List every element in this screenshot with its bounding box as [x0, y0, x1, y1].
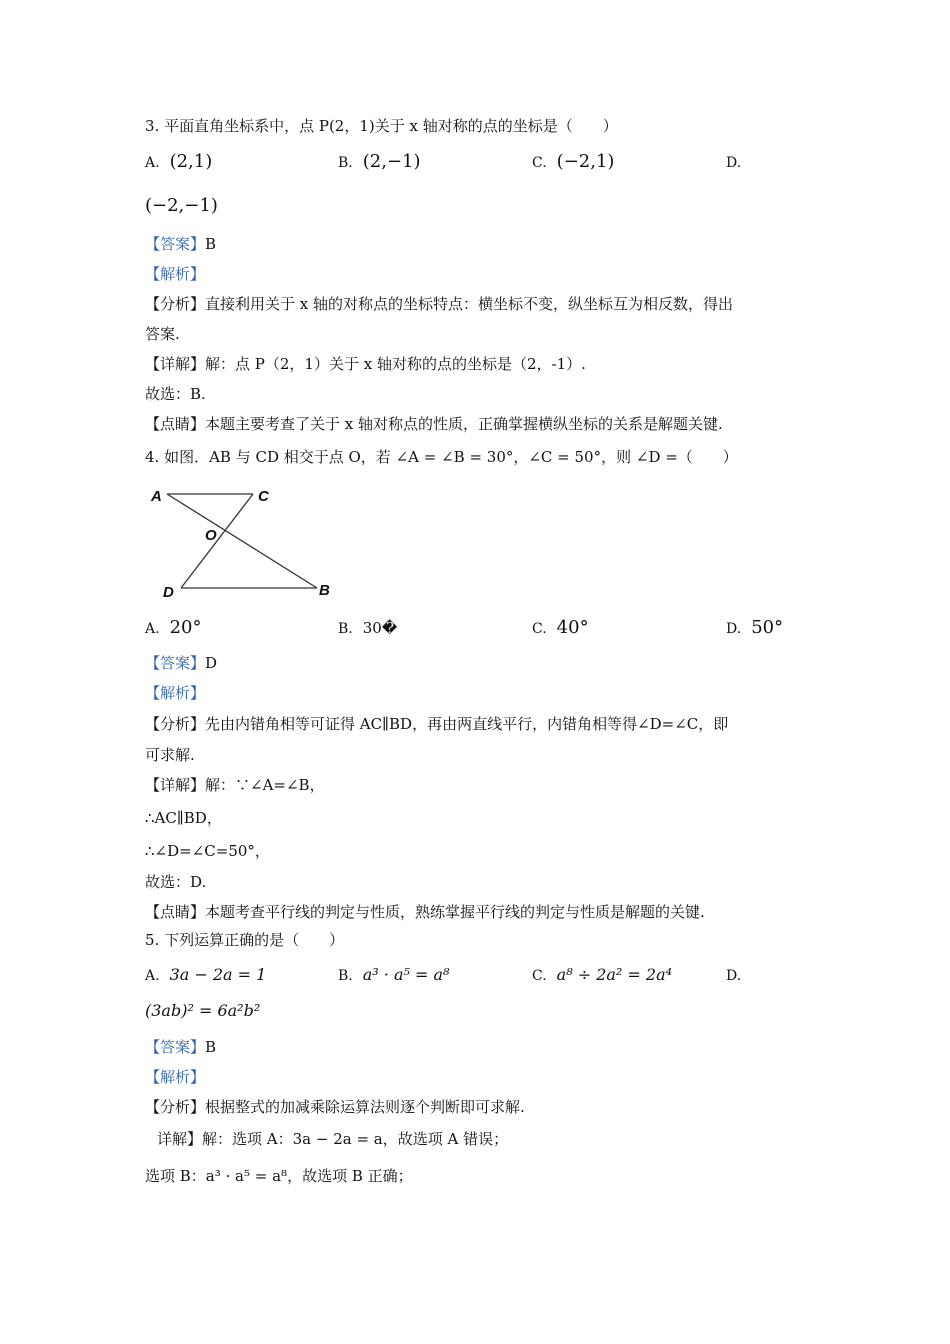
q5-option-a-label: A. [145, 968, 160, 984]
q4-xiangjie-tag: 【详解】 [145, 776, 206, 794]
q5-option-d-value-line [145, 1001, 260, 1021]
q3-dianjing-text: 本题主要考查了关于 x 轴对称点的性质，正确掌握横纵坐标的关系是解题关键. [205, 415, 723, 433]
q3-answer-tag: 【答案】 [145, 235, 206, 253]
q3-option-b-value: (2,−1) [362, 151, 421, 172]
label-o: O [205, 527, 217, 544]
label-c: C [258, 488, 269, 505]
q3-option-b-label: B. [338, 155, 353, 171]
q5-option-b-value: a³ · a⁵ = a⁸ [362, 965, 450, 984]
q5-answer-value: B [205, 1038, 217, 1056]
q5-option-b-line: 选项 B：a³ · a⁵ = a⁸，故选项 B 正确； [145, 1167, 413, 1185]
q3-fenxi-tag: 【分析】 [145, 295, 206, 313]
q5-fenxi-text: 根据整式的加减乘除运算法则逐个判断即可求解. [205, 1098, 525, 1116]
q4-option-d-label: D. [726, 621, 742, 637]
q4-gu-xuan: 故选：D. [145, 873, 207, 891]
q3-option-c-label: C. [532, 155, 547, 171]
q5-fenxi-tag: 【分析】 [145, 1098, 206, 1116]
q4-answer-value: D [205, 654, 218, 672]
q4-option-c [532, 618, 589, 639]
q3-stem: 3. 平面直角坐标系中，点 P(2，1)关于 x 轴对称的点的坐标是（ ） [145, 117, 618, 135]
q5-option-b-label: B. [338, 968, 353, 984]
q3-fenxi-text-1: 直接利用关于 x 轴的对称点的坐标特点：横坐标不变，纵坐标互为相反数，得出 [205, 295, 734, 313]
q3-xiangjie-text: 解：点 P（2，1）关于 x 轴对称的点的坐标是（2，-1）. [205, 355, 586, 373]
q4-figure [145, 480, 345, 605]
q3-option-b [338, 152, 421, 173]
q3-analysis-tag: 【解析】 [145, 265, 206, 283]
q5-option-a [145, 965, 266, 986]
q4-option-b [338, 618, 397, 639]
q5-answer-tag: 【答案】 [145, 1038, 206, 1056]
q4-dianjing-tag: 【点睛】 [145, 903, 206, 921]
q4-option-d [726, 618, 783, 639]
q4-fenxi-text-1: 先由内错角相等可证得 AC∥BD，再由两直线平行，内错角相等得∠D=∠C，即 [205, 715, 729, 733]
q3-answer-value: B [205, 235, 217, 253]
q3-option-c [532, 152, 614, 173]
q4-fenxi-tag: 【分析】 [145, 715, 206, 733]
q4-option-a-label: A. [145, 621, 160, 637]
q5-option-c [532, 965, 672, 986]
q3-fenxi-text-2: 答案. [145, 325, 180, 343]
q3-option-d-value: (−2,−1) [145, 195, 218, 216]
q4-analysis-tag: 【解析】 [145, 684, 206, 702]
q5-option-c-value: a⁸ ÷ 2a² = 2a⁴ [556, 965, 673, 984]
q4-option-d-value: 50° [751, 617, 784, 638]
q4-option-c-label: C. [532, 621, 547, 637]
q4-step-3: ∴∠D=∠C=50°， [145, 842, 270, 860]
q5-option-d [726, 965, 751, 986]
q3-answer [145, 234, 216, 254]
q3-option-a-label: A. [145, 155, 160, 171]
q4-answer [145, 653, 217, 673]
label-b: B [319, 582, 330, 599]
q4-fenxi-text-2: 可求解. [145, 746, 195, 764]
q4-option-a [145, 618, 201, 639]
q3-option-d-value-line [145, 196, 218, 216]
q3-dianjing [145, 414, 723, 434]
q4-xiangjie [145, 775, 325, 795]
q5-option-c-label: C. [532, 968, 547, 984]
q4-option-b-value: 30� [362, 619, 398, 637]
q3-fenxi [145, 294, 733, 314]
q4-step-2: ∴AC∥BD， [145, 809, 222, 827]
q5-option-d-value: (3ab)² = 6a²b² [145, 1001, 261, 1020]
q4-fenxi [145, 714, 728, 734]
q5-fenxi [145, 1097, 525, 1117]
q5-answer [145, 1037, 216, 1057]
label-a: A [151, 488, 162, 505]
q4-dianjing-text: 本题考查平行线的判定与性质，熟练掌握平行线的判定与性质是解题的关键. [205, 903, 705, 921]
q5-option-b [338, 965, 449, 986]
q5-analysis-tag: 【解析】 [145, 1068, 206, 1086]
label-d: D [163, 584, 174, 601]
q3-option-a [145, 152, 212, 173]
q4-option-a-value: 20° [169, 617, 202, 638]
q3-xiangjie [145, 354, 586, 374]
q4-option-c-value: 40° [556, 617, 589, 638]
q3-option-c-value: (−2,1) [556, 151, 615, 172]
q4-dianjing [145, 902, 705, 922]
q4-step-1: 解：∵∠A=∠B， [205, 776, 325, 794]
q3-option-d-label: D. [726, 155, 742, 171]
q3-dianjing-tag: 【点睛】 [145, 415, 206, 433]
q4-stem: 4. 如图．AB 与 CD 相交于点 O，若 ∠A = ∠B = 30°，∠C = 50°，则 ∠D =（ ） [145, 448, 738, 466]
q4-answer-tag: 【答案】 [145, 654, 206, 672]
q3-xiangjie-tag: 【详解】 [145, 355, 206, 373]
q3-gu-xuan: 故选：B. [145, 385, 206, 403]
q5-stem: 5. 下列运算正确的是（ ） [145, 931, 345, 949]
q3-option-a-value: (2,1) [169, 151, 213, 172]
q3-option-d [726, 152, 751, 173]
q4-option-b-label: B. [338, 621, 353, 637]
q5-option-a-value: 3a − 2a = 1 [169, 965, 267, 984]
q5-option-d-label: D. [726, 968, 742, 984]
q5-xiangjie-line: 详解】解：选项 A：3a − 2a = a，故选项 A 错误； [157, 1130, 509, 1148]
